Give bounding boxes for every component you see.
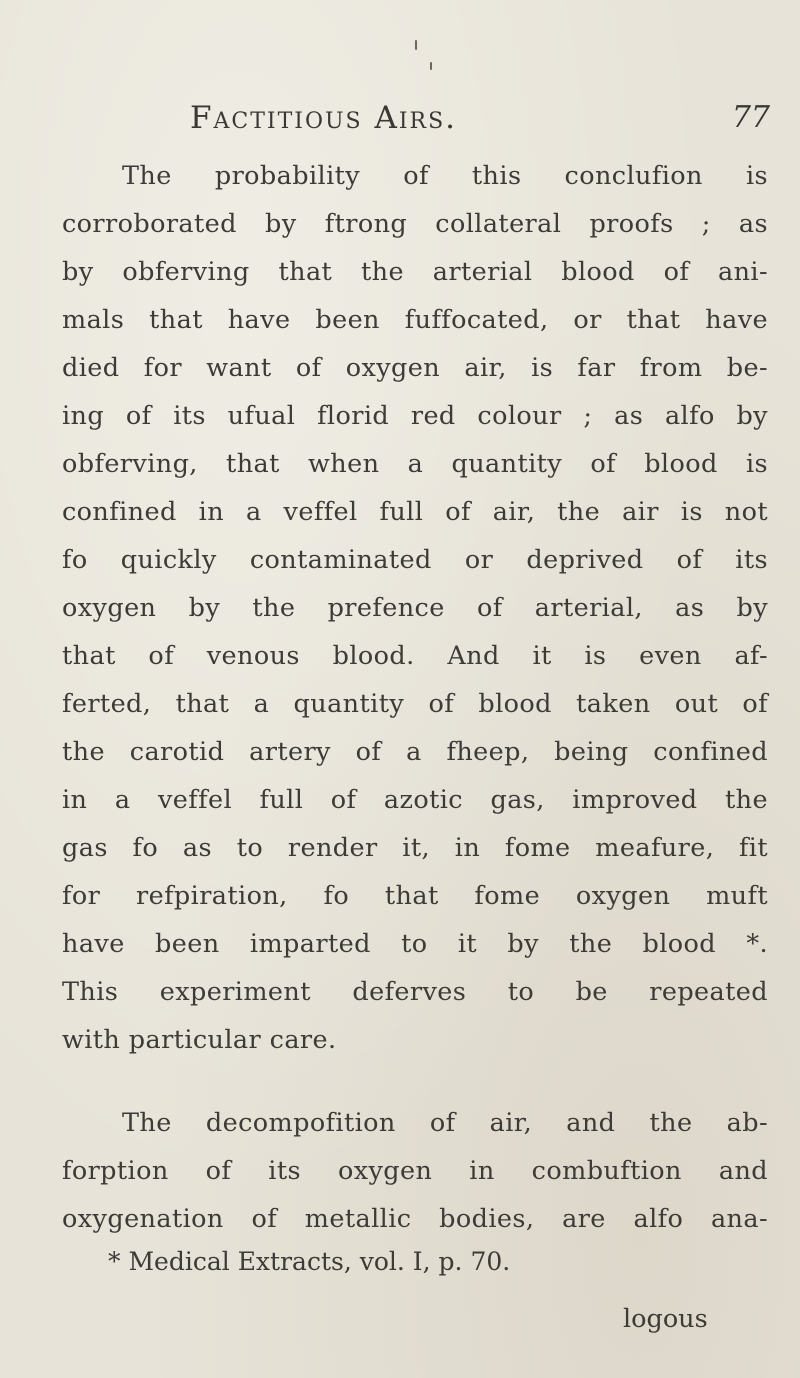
page-number: 77 (731, 100, 770, 135)
catchword: logous (623, 1304, 708, 1334)
text-line: corroborated by ftrong collateral proofs ; as (62, 209, 768, 239)
running-head (190, 100, 770, 144)
text-line: ing of its ufual florid red colour ; as alfo by (62, 401, 768, 431)
ink-speck (415, 40, 417, 50)
text-line: ferted, that a quantity of blood taken out of (62, 689, 768, 719)
text-line: The probability of this conclufion is (122, 161, 768, 191)
ink-speck (430, 62, 432, 70)
text-line: forption of its oxygen in combuftion and (62, 1156, 768, 1186)
text-line: gas fo as to render it, in fome meafure, fit (62, 833, 768, 863)
text-line: oxygenation of metallic bodies, are alfo ana- (62, 1204, 768, 1234)
paragraph (62, 1099, 768, 1243)
footnote: * Medical Extracts, vol. I, p. 70. (108, 1247, 511, 1276)
text-line: mals that have been fuffocated, or that have (62, 305, 768, 335)
text-line: confined in a veffel full of air, the air is not (62, 497, 768, 527)
text-line: by obferving that the arterial blood of ani- (62, 257, 768, 287)
text-line: in a veffel full of azotic gas, improved the (62, 785, 768, 815)
text-line: died for want of oxygen air, is far from be- (62, 353, 768, 383)
text-line: oxygen by the prefence of arterial, as by (62, 593, 768, 623)
running-title: Factitious Airs. (190, 100, 458, 136)
text-line: This experiment deferves to be repeated (62, 977, 768, 1007)
text-line: obferving, that when a quantity of blood is (62, 449, 768, 479)
paragraph-gap (62, 1064, 768, 1099)
text-line: The decompofition of air, and the ab- (122, 1108, 768, 1138)
text-line: the carotid artery of a fheep, being confined (62, 737, 768, 767)
text-line: fo quickly contaminated or deprived of its (62, 545, 768, 575)
paragraph (62, 152, 768, 1064)
text-line: with particular care. (62, 1025, 337, 1055)
text-line: for refpiration, fo that fome oxygen muft (62, 881, 768, 911)
text-line: that of venous blood. And it is even af- (62, 641, 768, 671)
text-line: have been imparted to it by the blood *. (62, 929, 768, 959)
body-text (62, 152, 768, 1243)
